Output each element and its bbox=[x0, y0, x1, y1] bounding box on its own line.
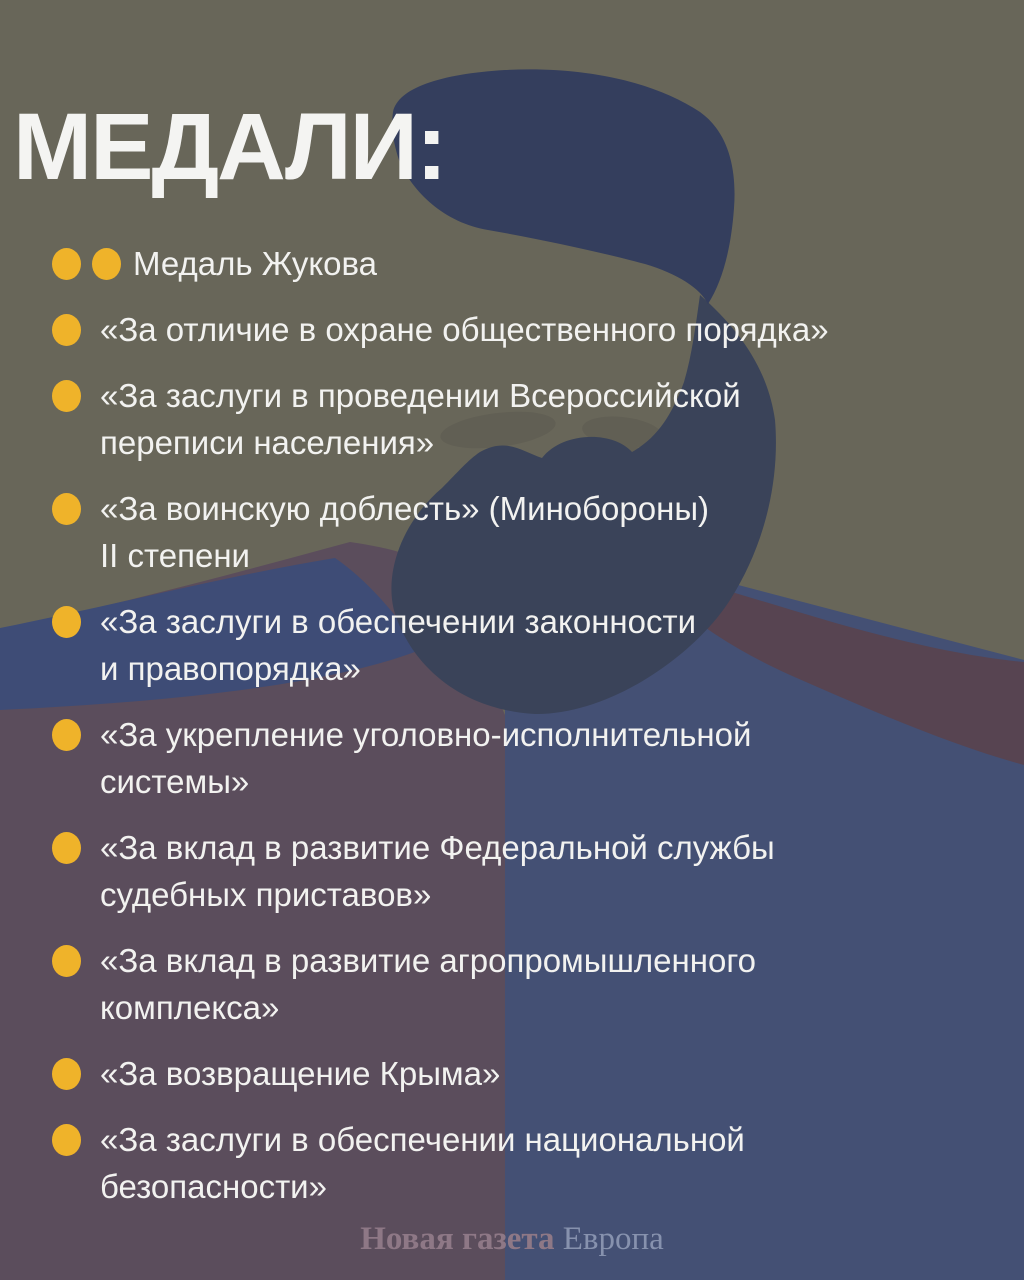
bullet-dot bbox=[52, 1124, 81, 1156]
medal-text-line: Медаль Жукова bbox=[133, 245, 377, 282]
medal-text-line: системы» bbox=[100, 763, 250, 800]
medal-text-line: «За заслуги в проведении Всероссийской bbox=[100, 377, 741, 414]
medal-text-line: II степени bbox=[100, 537, 250, 574]
list-item bbox=[52, 372, 1004, 466]
medal-list bbox=[52, 240, 1004, 1210]
medal-text-line: «За вклад в развитие агропромышленного bbox=[100, 942, 757, 979]
bullet-dot bbox=[52, 945, 81, 977]
medal-text-block bbox=[100, 485, 1004, 579]
medal-text-block bbox=[100, 598, 1004, 692]
medal-text-block bbox=[100, 937, 1004, 1031]
bullet-dot bbox=[52, 493, 81, 525]
bullet-dot bbox=[92, 248, 121, 280]
medal-text-line: «За заслуги в обеспечении законности bbox=[100, 603, 697, 640]
medal-text-block bbox=[100, 306, 1004, 353]
bullet-dot bbox=[52, 606, 81, 638]
medal-text-line: судебных приставов» bbox=[100, 876, 432, 913]
medal-text-line: «За воинскую доблесть» (Минобороны) bbox=[100, 490, 710, 527]
list-item bbox=[52, 1050, 1004, 1097]
medal-text-line: безопасности» bbox=[100, 1168, 327, 1205]
bullet-dot bbox=[52, 1058, 81, 1090]
page-title: МЕДАЛИ: bbox=[13, 94, 446, 200]
medal-text-line: «За укрепление уголовно-исполнительной bbox=[100, 716, 752, 753]
medal-text-block bbox=[100, 1050, 1004, 1097]
medal-text-block bbox=[100, 372, 1004, 466]
brand-name-light: Европа bbox=[562, 1221, 664, 1257]
bullet-dot bbox=[52, 832, 81, 864]
medal-text-line: «За отличие в охране общественного порядка» bbox=[100, 311, 829, 348]
medal-text-block bbox=[133, 240, 1004, 287]
bullet-dot bbox=[52, 380, 81, 412]
list-item bbox=[52, 306, 1004, 353]
medal-text-line: «За возвращение Крыма» bbox=[100, 1055, 501, 1092]
list-item bbox=[52, 824, 1004, 918]
bullet-dot bbox=[52, 248, 81, 280]
list-item bbox=[52, 937, 1004, 1031]
list-item bbox=[52, 598, 1004, 692]
bullet-dot bbox=[52, 314, 81, 346]
list-item bbox=[52, 240, 1004, 287]
medal-text-block bbox=[100, 711, 1004, 805]
brand-name-bold: Новая газета bbox=[360, 1221, 555, 1257]
medal-text-line: «За заслуги в обеспечении национальной bbox=[100, 1121, 745, 1158]
medal-text-block bbox=[100, 824, 1004, 918]
list-item bbox=[52, 485, 1004, 579]
bullet-dot bbox=[52, 719, 81, 751]
list-item bbox=[52, 711, 1004, 805]
medal-text-line: комплекса» bbox=[100, 989, 280, 1026]
medal-text-line: «За вклад в развитие Федеральной службы bbox=[100, 829, 775, 866]
medal-text-line: и правопорядка» bbox=[100, 650, 361, 687]
list-item bbox=[52, 1116, 1004, 1210]
medal-text-line: переписи населения» bbox=[100, 424, 435, 461]
brand-watermark bbox=[0, 1220, 1024, 1260]
medal-text-block bbox=[100, 1116, 1004, 1210]
